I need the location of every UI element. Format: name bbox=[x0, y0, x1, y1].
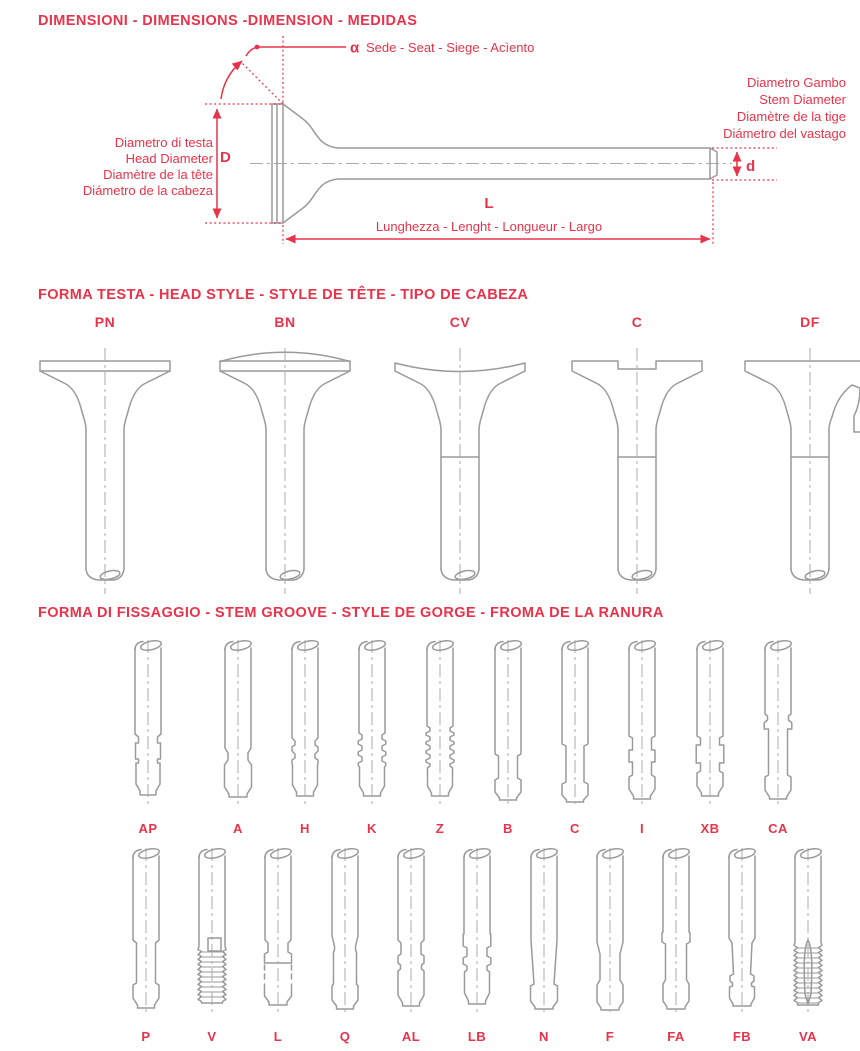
stem-groove-label-K: K bbox=[367, 821, 377, 836]
stem-drawing-V bbox=[182, 846, 242, 1022]
stem-drawing-K bbox=[342, 638, 402, 814]
stem-groove-label-L: L bbox=[273, 1029, 283, 1044]
stem-drawing-I bbox=[612, 638, 672, 814]
stem-drawing-B bbox=[478, 638, 538, 814]
head-style-label-PN: PN bbox=[94, 314, 116, 330]
stem-groove-figure-L bbox=[248, 846, 308, 1044]
length-symbol: L bbox=[484, 195, 494, 212]
stem-groove-figure-FB bbox=[712, 846, 772, 1044]
head-style-label-CV: CV bbox=[449, 314, 471, 330]
stem-groove-label-Q: Q bbox=[339, 1029, 351, 1044]
stem-groove-label-H: H bbox=[300, 821, 310, 836]
stem-groove-label-N: N bbox=[539, 1029, 549, 1044]
head-diameter-symbol: D bbox=[220, 149, 231, 166]
stem-groove-label-LB: LB bbox=[467, 1029, 487, 1044]
stem-groove-figure-I bbox=[612, 638, 672, 836]
stem-drawing-VA bbox=[778, 846, 838, 1022]
stem-drawing-Z bbox=[410, 638, 470, 814]
stem-groove-label-VA: VA bbox=[798, 1029, 818, 1044]
stem-drawing-Q bbox=[315, 846, 375, 1022]
stem-groove-figure-P bbox=[116, 846, 176, 1044]
stem-drawing-XB bbox=[680, 638, 740, 814]
head-style-figure-CV bbox=[375, 336, 545, 602]
head-style-figure-PN bbox=[20, 336, 190, 602]
stem-groove-label-FB: FB bbox=[732, 1029, 752, 1044]
length-label: Lunghezza - Lenght - Longueur - Largo bbox=[375, 219, 603, 234]
stem-groove-label-Z: Z bbox=[435, 821, 445, 836]
stem-groove-figure-FA bbox=[646, 846, 706, 1044]
stem-groove-figure-K bbox=[342, 638, 402, 836]
stem-drawing-FA bbox=[646, 846, 706, 1022]
stem-drawing-C bbox=[545, 638, 605, 814]
head-style-section-title: FORMA TESTA - HEAD STYLE - STYLE DE TÊTE - TIPO DE CABEZA bbox=[38, 287, 529, 303]
stem-diameter-symbol: d bbox=[746, 158, 756, 175]
dimensions-section-title: DIMENSIONI - DIMENSIONS -DIMENSION - MEDIDAS bbox=[38, 13, 418, 29]
stem-groove-figure-Z bbox=[410, 638, 470, 836]
stem-groove-figure-CA bbox=[748, 638, 808, 836]
stem-groove-figure-LB bbox=[447, 846, 507, 1044]
stem-groove-figure-AP bbox=[118, 638, 178, 836]
head-diameter-label-line3: Diamètre de la tête bbox=[103, 167, 213, 182]
stem-drawing-FB bbox=[712, 846, 772, 1022]
stem-groove-label-C: C bbox=[570, 821, 580, 836]
stem-drawing-H bbox=[275, 638, 335, 814]
head-style-label-BN: BN bbox=[274, 314, 296, 330]
head-style-label-C: C bbox=[631, 314, 643, 330]
head-style-figure-DF bbox=[725, 336, 860, 602]
head-style-label-DF: DF bbox=[800, 314, 820, 330]
stem-diameter-label-line1: Diametro Gambo bbox=[747, 75, 846, 90]
stem-groove-figure-Q bbox=[315, 846, 375, 1044]
stem-groove-figure-AL bbox=[381, 846, 441, 1044]
stem-drawing-AP bbox=[118, 638, 178, 814]
stem-groove-label-CA: CA bbox=[768, 821, 788, 836]
stem-drawing-LB bbox=[447, 846, 507, 1022]
head-diameter-label-line1: Diametro di testa bbox=[114, 135, 213, 150]
stem-drawing-AL bbox=[381, 846, 441, 1022]
stem-groove-figure-XB bbox=[680, 638, 740, 836]
stem-groove-figure-N bbox=[514, 846, 574, 1044]
stem-drawing-F bbox=[580, 846, 640, 1022]
stem-groove-label-AL: AL bbox=[401, 1029, 421, 1044]
stem-groove-figure-H bbox=[275, 638, 335, 836]
stem-groove-label-F: F bbox=[605, 1029, 615, 1044]
stem-groove-label-I: I bbox=[639, 821, 645, 836]
seat-label: Sede - Seat - Siege - Acìento bbox=[366, 40, 535, 55]
stem-groove-label-FA: FA bbox=[667, 1029, 685, 1044]
stem-drawing-A bbox=[208, 638, 268, 814]
stem-groove-label-B: B bbox=[503, 821, 513, 836]
dimension-diagram bbox=[0, 0, 860, 262]
stem-groove-label-V: V bbox=[207, 1029, 217, 1044]
stem-groove-label-A: A bbox=[233, 821, 243, 836]
head-diameter-label-line2: Head Diameter bbox=[125, 151, 213, 166]
head-style-figure-C bbox=[552, 336, 722, 602]
stem-drawing-CA bbox=[748, 638, 808, 814]
stem-groove-label-AP: AP bbox=[138, 821, 158, 836]
stem-groove-figure-C bbox=[545, 638, 605, 836]
stem-diameter-label-line3: Diamètre de la tige bbox=[736, 109, 846, 124]
stem-groove-figure-VA bbox=[778, 846, 838, 1044]
stem-groove-figure-V bbox=[182, 846, 242, 1044]
stem-drawing-P bbox=[116, 846, 176, 1022]
stem-diameter-label-line4: Diámetro del vastago bbox=[723, 126, 846, 141]
head-style-figure-BN bbox=[200, 336, 370, 602]
stem-groove-label-P: P bbox=[141, 1029, 151, 1044]
stem-drawing-N bbox=[514, 846, 574, 1022]
seat-angle-symbol: α bbox=[350, 39, 360, 57]
dimension-lines bbox=[205, 36, 777, 244]
head-diameter-label-line4: Diámetro de la cabeza bbox=[82, 183, 213, 198]
stem-groove-section-title: FORMA DI FISSAGGIO - STEM GROOVE - STYLE DE GORGE - FROMA DE LA RANURA bbox=[38, 605, 664, 621]
stem-groove-figure-A bbox=[208, 638, 268, 836]
stem-groove-figure-B bbox=[478, 638, 538, 836]
stem-diameter-label-line2: Stem Diameter bbox=[759, 92, 846, 107]
stem-groove-figure-F bbox=[580, 846, 640, 1044]
stem-groove-label-XB: XB bbox=[700, 821, 720, 836]
stem-drawing-L bbox=[248, 846, 308, 1022]
